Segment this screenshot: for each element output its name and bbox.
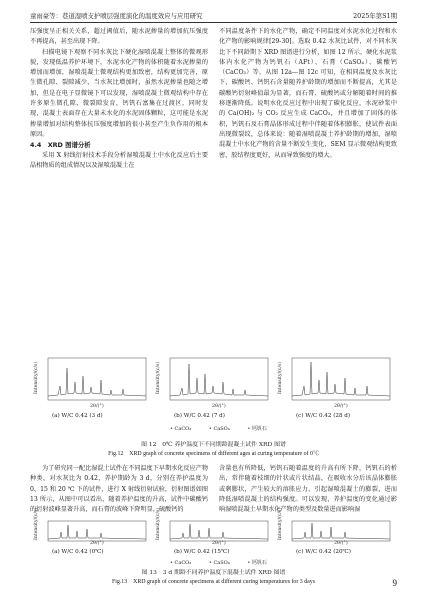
page-number: 9 xyxy=(392,578,397,588)
y-axis-label: Intensity/(c/s) xyxy=(34,507,39,540)
legend-item: • CaSO₄ xyxy=(208,426,230,432)
paragraph: 压强度呈正相关关系，超过阈值后，随水泥掺量的增加抗压强度不再提高，甚至出现下降。 xyxy=(30,28,208,46)
panel-label: (c) W/C 0.42 (28 d) xyxy=(296,413,351,419)
paragraph: 为了研究同一配比湿混土试件在不同温度下早期水化反应产物种类，对水灰比为 0.42，养护期龄为 3 d，分别在养护温度为 0、15 和 20 ℃ 下的试件，进行 X 射线衍射试验，衍射图谱如图 13 所示，从图中可以看出，随着养护温度的升高，试件中碳酸钙的衍射波峰显著升高，而石膏的波峰下降明显，硫酸钙的 xyxy=(30,465,208,514)
legend-item: • 钙钒石 xyxy=(247,560,267,566)
x-axis-label: 2θ/(°) xyxy=(212,541,226,546)
legend-item: • 钙钒石 xyxy=(247,426,267,432)
panel-label: (b) W/C 0.42 (15℃) xyxy=(174,549,230,555)
paragraph: 不同温度条件下的水化产物，确定不同温度对水泥水化过程和水化产物的影响规律[29-30]。选取 0.42 水灰比试件，对不同水灰比下不同龄期下 XRD 图谱进行分析，如图 12 所示，硬化水泥浆体内水化产物为钙钒石（AFt）、石膏（CaSO₄）、碳酸钙（CaCO₃）等，从图 12a—图 12c 可知，在相同温度及水灰比下，碳酸钙、钙钒石含量随养护龄期的增加而不断提高，尤其是碳酸钙衍射峰值最为显著，而石膏、硫酸钙或分解随着时间的推移逐渐降低。说明水化反应过程中出现了碳化反应，水泥砂浆中的 Ca(OH)₂ 与 CO₂ 反应生成 CaCO₃，并且增加了固体的体积，钙钒石及石膏晶体形成过程中伴随着体积膨胀，使试件表面出现微裂纹，总体来说：随着湿喷混凝土养护龄期的增加，湿喷混凝土中水化产物的含量不断发生变化，SEM 显示微观结构更致密、胶结程度更好，从而导致强度的增大。 xyxy=(219,28,397,159)
figure-13 xyxy=(30,507,397,560)
top-right-column xyxy=(219,27,397,161)
panel-label: (a) W/C 0.42 (0℃) xyxy=(52,549,104,555)
figure-legend xyxy=(170,425,283,432)
y-axis-label: Intensity/(c/s) xyxy=(278,361,283,394)
figure-13-caption-en: Fig.13 XRD graph of concrete specimens at different curing temperatures for 3 days xyxy=(111,579,316,585)
x-axis-label: 2θ/(°) xyxy=(90,404,104,409)
section-heading: 4.4 XRD 图谱分析 xyxy=(30,141,91,150)
x-axis-label: 2θ/(°) xyxy=(334,541,348,546)
figure-12-caption-cn: 图 12 0℃ 养护温度下不同期龄混凝土试件 XRD 图谱 xyxy=(141,442,286,448)
fig13-panel-b xyxy=(152,507,274,558)
mid-right-column xyxy=(219,464,397,515)
header-title: 童雨豪等：巷道湿喷支护喷层强度演化的温度效应与应用研究 xyxy=(30,12,203,20)
fig12-panel-a xyxy=(30,356,152,422)
figure-13-caption-cn: 图 13 3 d 期龄不同养护温度下混凝土试件 XRD 图谱 xyxy=(141,570,286,576)
legend-item: • CaCO₃ xyxy=(170,426,192,432)
fig13-panel-c xyxy=(274,507,397,558)
header-issue: 2025年第S1期 xyxy=(353,12,397,20)
paragraph: 采用 X 射线衍射技术手段分析湿喷混凝土中水化反应后主要晶相物质的组成情况以及湿喷混凝土在 xyxy=(30,151,208,169)
legend-item: • CaSO₄ xyxy=(208,560,230,566)
x-axis-label: 2θ/(°) xyxy=(90,541,104,546)
y-axis-label: Intensity/(c/s) xyxy=(34,361,39,394)
fig13-panel-a xyxy=(30,507,152,558)
figure-12 xyxy=(30,356,397,436)
y-axis-label: Intensity/(c/s) xyxy=(278,507,283,540)
y-axis-label: Intensity/(c/s) xyxy=(156,507,161,540)
running-header xyxy=(30,10,397,23)
paragraph: 含量也有所降低，钙钒石随着温度的升高有所下降，钙钒石的析出，常伴随着枝细的针状或片状结晶，在吸收水分后该晶体膨胀或剩膨状，产生较大的溶胀应力，引起湿喷混凝土的膨裂，进而降低湿喷混凝土的结构强度。可以发现，养护温度的变化通过影响湿喷混凝土早期水化产物的类型及数量进而影响湿 xyxy=(219,465,397,514)
panel-label: (a) W/C 0.42 (3 d) xyxy=(52,413,103,419)
fig12-panel-c xyxy=(274,356,397,422)
legend-item: • CaCO₃ xyxy=(170,560,192,566)
mid-left-column xyxy=(30,464,208,515)
x-axis-label: 2θ/(°) xyxy=(334,404,348,409)
figure-legend xyxy=(170,559,283,566)
panel-label: (b) W/C 0.42 (7 d) xyxy=(174,413,225,419)
fig12-panel-b xyxy=(152,356,274,422)
figure-12-caption-en: Fig.12 XRD graph of concrete specimens of different ages at curing temperature of 0℃ xyxy=(108,451,319,457)
top-left-column xyxy=(30,27,208,171)
panel-label: (c) W/C 0.42 (20℃) xyxy=(296,549,351,555)
x-axis-label: 2θ/(°) xyxy=(212,404,226,409)
y-axis-label: Intensity/(c/s) xyxy=(156,361,161,394)
paragraph: 扫描电镜下观察不同水灰比下硬化湿喷混凝土整体的微观形貌，发现低温养护环境下，水泥水化产物的体积随着水泥掺量的增加而增加，湿喷混凝土微观结构更加致密，结构更加完善，原生微孔隙、裂隙减少，当水灰比增加时，虽然水泥掺量也随之增加，但是在电子显微镜下可以发现，湿喷混凝土微观结构中存在许多原生微孔隙、微裂隙发育，钙钒石富集在过渡区，同时发现，混凝土表面存在大量未水化的水泥固体颗粒，这可能是水泥掺量增加对结构整体抗压强度增加的很小甚至产生负作用的根本原因。 xyxy=(30,48,208,138)
